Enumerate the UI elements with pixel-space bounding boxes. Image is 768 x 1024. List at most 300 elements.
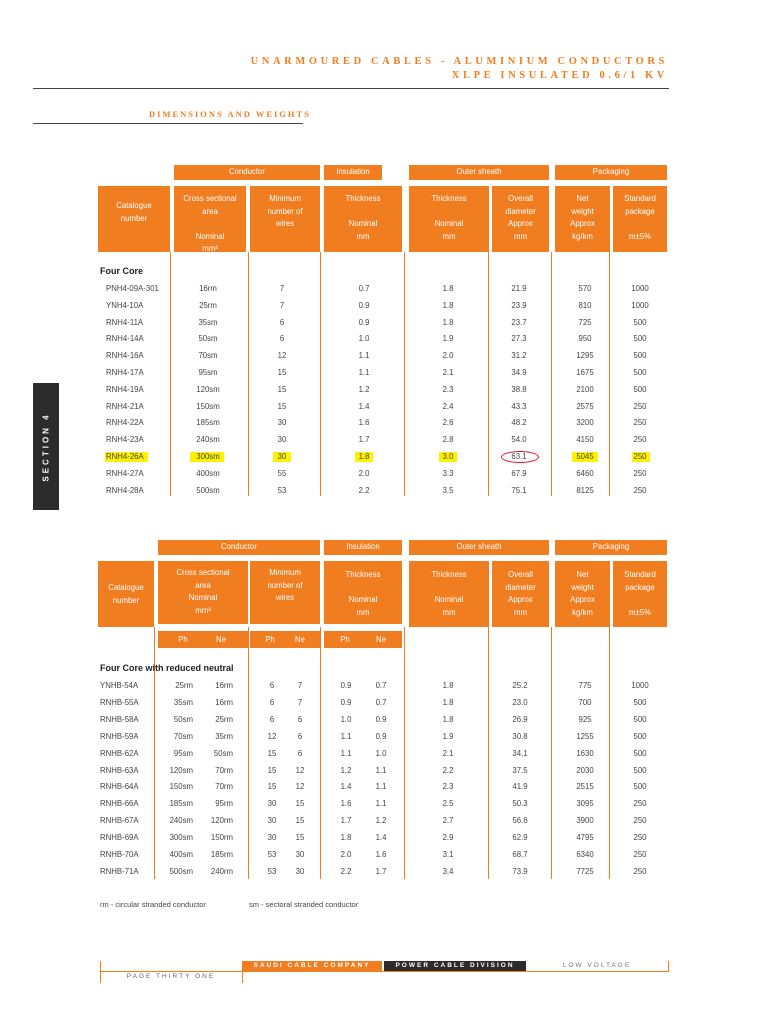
table-cell: 6 <box>279 317 285 327</box>
column-header-wires-line: number of <box>267 206 303 216</box>
table-cell: 500 <box>633 384 647 394</box>
table-cell: 1.1 <box>375 799 387 809</box>
table-cell: 2.2 <box>358 485 370 495</box>
table-cell: 150rm <box>210 833 233 843</box>
table-cell: 2.5 <box>442 799 454 809</box>
group-header-insulation-line: Insulation <box>336 167 370 176</box>
footnote-sm: sm - sectoral stranded conductor <box>249 900 359 909</box>
table-cell: 35sm <box>173 697 193 707</box>
table-cell: 250 <box>633 799 647 809</box>
table-cell: 1.1 <box>375 765 387 775</box>
column-header-catalogue-line: Catalogue <box>108 583 144 592</box>
column-header-cross-line <box>174 218 246 231</box>
table-cell: 95rm <box>215 799 233 809</box>
table-cell: 185rm <box>210 850 233 859</box>
table-cell: 48.2 <box>511 418 527 428</box>
column-header-ins_thick-line: Thickness <box>345 194 381 203</box>
column-header-ins_thick-line: mm <box>356 231 370 241</box>
column-header-cross <box>174 186 246 252</box>
table-cell: 810 <box>578 300 592 310</box>
table-cell: 2.7 <box>442 816 454 826</box>
column-header-wires-line: Minimum <box>269 194 301 203</box>
column-header-ins_thick <box>324 561 402 624</box>
section-title-four-core: Four Core <box>100 266 144 276</box>
table-cell: 1.8 <box>442 681 454 690</box>
column-header-net <box>555 561 610 627</box>
table-cell: 25rm <box>215 714 233 724</box>
table-cell: 12 <box>277 351 287 361</box>
column-header-wires-line: number of <box>267 580 303 590</box>
table-cell: 30 <box>295 866 305 876</box>
column-header-ins_thick-line: Nominal <box>348 595 378 604</box>
table-cell: 1.7 <box>340 816 352 826</box>
table-cell: 2.9 <box>442 833 454 843</box>
table-cell: 1.1 <box>358 351 370 361</box>
group-header-conductor-text <box>174 166 320 179</box>
table-cell: 500 <box>633 748 647 758</box>
column-header-overall-text <box>492 569 549 619</box>
group-header-packaging-line: Packaging <box>592 167 630 176</box>
table-cell: 15 <box>277 401 287 411</box>
table-cell: 21.9 <box>511 284 527 293</box>
table-cell: 2515 <box>576 782 594 792</box>
table-cell: 6 <box>269 714 275 724</box>
table-cell: 570 <box>578 284 592 293</box>
column-header-sh_thick-line: mm <box>442 607 456 617</box>
table-cell: 1.4 <box>358 401 370 411</box>
column-header-catalogue-line: number <box>112 595 140 605</box>
table-cell: 3095 <box>576 799 594 809</box>
catalogue-number: RNH4-17A <box>106 368 144 377</box>
table-cell: 1.6 <box>375 850 387 859</box>
column-divider <box>320 627 321 879</box>
table-cell: 2.1 <box>442 748 454 758</box>
page-title: UNARMOURED CABLES - ALUMINIUM CONDUCTORS <box>250 56 668 67</box>
table-cell: 25.2 <box>512 681 528 690</box>
table-cell: 50.3 <box>512 799 528 809</box>
table-cell: 1.0 <box>340 714 352 724</box>
group-header-insulation-line: Insulation <box>346 542 380 551</box>
table-cell: 2.8 <box>442 435 454 445</box>
table-cell: 1675 <box>576 368 594 377</box>
column-header-overall-line: diameter <box>505 206 536 216</box>
group-header-conductor-line: Conductor <box>221 542 257 551</box>
table-cell: 0.7 <box>375 681 387 690</box>
table-cell: 1.1 <box>340 748 352 758</box>
sub-header-ph: Ph <box>178 635 188 644</box>
table-cell: 5045 <box>576 452 594 461</box>
table-cell: 1.1 <box>375 782 387 792</box>
sub-header <box>250 631 320 648</box>
column-header-cross-line: area <box>195 580 211 590</box>
table-cell: 250 <box>633 833 647 843</box>
table-cell: 30 <box>277 418 287 428</box>
table-cell: 53 <box>277 485 287 495</box>
table-cell: 75.1 <box>511 485 527 495</box>
column-header-overall-line: diameter <box>505 582 536 592</box>
table-cell: 2.3 <box>442 384 454 394</box>
column-divider <box>248 252 249 496</box>
table-cell: 6 <box>269 681 275 690</box>
catalogue-number: RNHB-67A <box>100 816 139 826</box>
table-cell: 1.8 <box>442 697 454 707</box>
table-cell: 30 <box>277 435 287 445</box>
column-header-net-text <box>555 193 610 243</box>
table-cell: 15 <box>277 384 287 394</box>
footer-division: POWER CABLE DIVISION <box>384 961 526 971</box>
column-header-ins_thick-line <box>324 582 402 595</box>
column-header-std <box>613 561 667 627</box>
table-cell: 6340 <box>576 850 594 859</box>
group-header-outer_sheath-line: Outer sheath <box>456 542 502 551</box>
table-cell: 775 <box>578 681 592 690</box>
group-header-insulation-text <box>324 541 402 554</box>
table-cell: 35sm <box>198 317 218 327</box>
table-cell: 1.4 <box>375 833 387 843</box>
column-header-cross-text <box>158 567 248 617</box>
column-header-sh_thick-text <box>409 569 489 619</box>
column-divider <box>551 627 552 879</box>
table-cell: 1.0 <box>375 748 387 758</box>
catalogue-number: RNH4-28A <box>106 485 144 495</box>
column-header-cross-line: mm² <box>202 244 218 253</box>
catalogue-number: RNH4-23A <box>106 435 144 445</box>
table-cell: 725 <box>578 317 592 327</box>
sub-header <box>324 631 402 648</box>
catalogue-number: RNHB-59A <box>100 731 139 741</box>
table-cell: 1.2 <box>375 816 387 826</box>
table-cell: 500 <box>633 731 647 741</box>
column-header-net-line: weight <box>571 582 594 592</box>
table-cell: 1.9 <box>442 334 454 344</box>
table-cell: 0.9 <box>375 731 387 741</box>
table-cell: 400sm <box>196 468 220 478</box>
table-cell: 3200 <box>576 418 594 428</box>
table-cell: 23.7 <box>511 317 527 327</box>
column-header-sh_thick-line: Nominal <box>434 595 464 604</box>
table-cell: 6 <box>297 714 303 724</box>
table-cell: 0.9 <box>375 714 387 724</box>
table-cell: 120sm <box>196 384 220 394</box>
column-header-cross-line: Cross sectional <box>183 194 237 203</box>
table-cell: 15 <box>295 816 305 826</box>
column-header-catalogue-line: Catalogue <box>116 201 152 210</box>
group-header-conductor <box>174 165 320 180</box>
table-cell: 53 <box>267 866 277 876</box>
table-cell: 70sm <box>173 731 193 741</box>
column-header-cross-line: Nominal <box>188 593 218 602</box>
column-header-overall-text <box>492 193 549 243</box>
column-header-wires-line: wires <box>275 593 295 602</box>
table-cell: 1000 <box>631 284 649 293</box>
table-cell: 120sm <box>169 765 193 775</box>
table-cell: 1.1 <box>358 368 370 377</box>
table-cell: 25rm <box>175 681 193 690</box>
table-cell: 43.3 <box>511 401 527 411</box>
table-cell: 50sm <box>213 748 233 758</box>
group-header-outer_sheath-text <box>409 541 549 554</box>
catalogue-number: RNHB-69A <box>100 833 139 843</box>
header-rule <box>33 88 669 89</box>
column-header-net-line: Approx <box>570 219 595 228</box>
table-cell: 1000 <box>631 681 649 690</box>
table-cell: 7 <box>297 697 303 707</box>
catalogue-number: RNH4-11A <box>106 317 144 327</box>
table-cell: 1.8 <box>358 452 370 461</box>
table-cell: 1.8 <box>442 284 454 293</box>
sub-header-ph: Ph <box>265 635 275 644</box>
table-cell: 7 <box>279 284 285 293</box>
column-header-overall-line: mm <box>514 607 527 617</box>
column-header-overall <box>492 561 549 627</box>
table-cell: 16rm <box>215 697 233 707</box>
table-cell: 3900 <box>576 816 594 826</box>
table-cell: 1.8 <box>340 833 352 843</box>
column-header-sh_thick-line <box>409 582 489 595</box>
group-header-outer_sheath-line: Outer sheath <box>456 167 502 176</box>
table-cell: 25rm <box>199 300 217 310</box>
subtitle-rule <box>33 123 303 124</box>
table-cell: 1295 <box>576 351 594 361</box>
table-cell: 6 <box>279 334 285 344</box>
column-divider <box>609 627 610 879</box>
table-cell: 3.5 <box>442 485 454 495</box>
column-header-catalogue <box>98 561 154 627</box>
table-cell: 0.9 <box>358 317 370 327</box>
column-header-wires-line: Minimum <box>269 568 301 577</box>
page-number: PAGE THIRTY ONE <box>126 973 216 980</box>
column-header-overall-line: Approx <box>508 219 533 228</box>
table-cell: 2.2 <box>340 866 352 876</box>
table-cell: 500sm <box>169 866 193 876</box>
table-cell: 31.2 <box>511 351 527 361</box>
table-cell: 500 <box>633 334 647 344</box>
column-header-wires <box>250 561 320 624</box>
table-cell: 2.0 <box>340 850 352 859</box>
table-cell: 1.1 <box>340 731 352 741</box>
table-cell: 7 <box>297 681 303 690</box>
column-header-wires-line: wires <box>275 219 295 228</box>
column-header-std-text <box>613 569 667 619</box>
sub-header-ne: Ne <box>295 635 305 644</box>
table-cell: 0.9 <box>358 300 370 310</box>
table-cell: 2575 <box>576 401 594 411</box>
table-cell: 37.5 <box>512 765 528 775</box>
table-cell: 55 <box>277 468 287 478</box>
table-cell: 250 <box>633 418 647 428</box>
column-header-ins_thick-line: Nominal <box>348 219 378 228</box>
table-cell: 26.9 <box>512 714 528 724</box>
table-cell: 2.6 <box>442 418 454 428</box>
table-cell: 1.8 <box>442 317 454 327</box>
table-cell: 27.3 <box>511 334 527 344</box>
table-cell: 3.4 <box>442 866 454 876</box>
table-cell: 12 <box>267 731 277 741</box>
group-header-insulation-text <box>324 166 382 179</box>
column-header-net-line: Net <box>576 194 589 203</box>
column-header-sh_thick-text <box>409 193 489 243</box>
column-header-net-line: kg/km <box>572 607 593 617</box>
column-divider <box>404 627 405 879</box>
column-header-overall-line: Overall <box>508 194 533 203</box>
table-cell: 0.9 <box>340 697 352 707</box>
column-header-sh_thick-line: mm <box>442 231 456 241</box>
column-header-net-line: Approx <box>570 595 595 604</box>
table-cell: 300sm <box>196 452 220 461</box>
column-header-std-line: Standard <box>624 570 656 579</box>
table-cell: 2.0 <box>358 468 370 478</box>
table-cell: 1.4 <box>340 782 352 792</box>
table-cell: 95sm <box>198 368 218 377</box>
table-cell: 12 <box>295 765 305 775</box>
table-cell: 400sm <box>169 850 193 859</box>
table-cell: 1.2 <box>340 765 352 775</box>
footer-rule-right <box>668 961 669 972</box>
catalogue-number: PNH4-09A-301 <box>106 284 159 293</box>
table-cell: 500 <box>633 714 647 724</box>
column-header-ins_thick-line <box>324 206 402 219</box>
table-cell: 15 <box>267 782 277 792</box>
table-cell: 15 <box>267 748 277 758</box>
column-header-sh_thick-line <box>409 206 489 219</box>
table-cell: 500 <box>633 782 647 792</box>
column-divider <box>488 627 489 879</box>
sub-header-ph: Ph <box>340 635 350 644</box>
page-title-line2: XLPE INSULATED 0.6/1 KV <box>451 70 668 81</box>
table-cell: 0.7 <box>358 284 370 293</box>
table-cell: 240sm <box>169 816 193 826</box>
table-cell: 70rm <box>215 765 233 775</box>
group-header-insulation <box>324 165 382 180</box>
column-header-wires-text <box>250 193 320 231</box>
column-divider <box>488 252 489 496</box>
column-header-overall-line: Approx <box>508 595 533 604</box>
column-header-catalogue <box>98 186 170 252</box>
table-cell: 12 <box>295 782 305 792</box>
table-cell: 250 <box>633 866 647 876</box>
column-header-std-line: Standard <box>624 194 656 203</box>
table-cell: 2.2 <box>442 765 454 775</box>
table-cell: 50sm <box>173 714 193 724</box>
column-divider <box>320 252 321 496</box>
table-cell: 3.0 <box>442 452 454 461</box>
table-cell: 30 <box>277 452 287 461</box>
catalogue-number: RNH4-27A <box>106 468 144 478</box>
footer-rule-mid <box>242 971 243 983</box>
column-header-overall-line: Overall <box>508 570 533 579</box>
table-cell: 68.7 <box>512 850 528 859</box>
group-header-packaging-text <box>555 166 667 179</box>
column-header-cross-line: area <box>202 206 218 216</box>
table-cell: 250 <box>633 485 647 495</box>
table-cell: 700 <box>578 697 592 707</box>
table-cell: 3.3 <box>442 468 454 478</box>
table-cell: 8125 <box>576 485 594 495</box>
table-cell: 6 <box>297 748 303 758</box>
table-cell: 250 <box>633 850 647 859</box>
column-header-catalogue-text <box>98 582 154 607</box>
column-header-std-line: package <box>625 206 655 216</box>
table-cell: 95sm <box>173 748 193 758</box>
catalogue-number: RNHB-66A <box>100 799 139 809</box>
group-header-conductor-line: Conductor <box>229 167 265 176</box>
table-cell: 6460 <box>576 468 594 478</box>
table-cell: 250 <box>633 816 647 826</box>
catalogue-number: RNHB-63A <box>100 765 139 775</box>
column-divider <box>248 627 249 879</box>
column-header-ins_thick <box>324 186 402 252</box>
column-header-ins_thick-line: mm <box>356 607 370 617</box>
column-header-overall-line: mm <box>514 231 527 241</box>
footer-rule <box>100 971 669 972</box>
table-cell: 120rm <box>210 816 233 826</box>
catalogue-number: RNH4-19A <box>106 384 144 394</box>
table-cell: 500 <box>633 765 647 775</box>
table-cell: 6 <box>269 697 275 707</box>
table-cell: 70sm <box>198 351 218 361</box>
table-cell: 185sm <box>196 418 220 428</box>
column-divider <box>404 252 405 496</box>
group-header-packaging-line: Packaging <box>592 542 630 551</box>
table-cell: 30 <box>267 799 277 809</box>
table-cell: 2.3 <box>442 782 454 792</box>
table-cell: 1.7 <box>358 435 370 445</box>
table-cell: 500 <box>633 351 647 361</box>
table-cell: 34.9 <box>511 368 527 377</box>
table-cell: 16rm <box>199 284 217 293</box>
table-cell: 70rm <box>215 782 233 792</box>
table-cell: 15 <box>295 799 305 809</box>
catalogue-number: RNHB-58A <box>100 714 139 724</box>
table-cell: 185sm <box>169 799 193 809</box>
group-header-packaging <box>555 540 667 555</box>
catalogue-number: RNH4-16A <box>106 351 144 361</box>
column-header-std <box>613 186 667 252</box>
column-header-net <box>555 186 610 252</box>
table-cell: 30.8 <box>512 731 528 741</box>
table-cell: 500 <box>633 697 647 707</box>
table-cell: 2100 <box>576 384 594 394</box>
column-header-std-line: m±5% <box>628 231 652 241</box>
table-cell: 50sm <box>198 334 218 344</box>
table-cell: 34.1 <box>512 748 528 758</box>
column-header-wires-text <box>250 567 320 605</box>
catalogue-number: RNHB-70A <box>100 850 139 859</box>
table-cell: 250 <box>633 452 647 461</box>
table-cell: 1.8 <box>442 300 454 310</box>
column-header-std-line: package <box>625 582 655 592</box>
table-cell: 2.1 <box>442 368 454 377</box>
sub-header <box>158 631 248 648</box>
table-cell: 2.4 <box>442 401 454 411</box>
column-header-sh_thick <box>409 186 489 252</box>
table-cell: 1630 <box>576 748 594 758</box>
group-header-outer_sheath <box>409 165 549 180</box>
column-header-cross <box>158 561 248 624</box>
table-cell: 7725 <box>576 866 594 876</box>
group-header-conductor-text <box>158 541 320 554</box>
table-cell: 1.9 <box>442 731 454 741</box>
group-header-packaging-text <box>555 541 667 554</box>
catalogue-number: YNHB-54A <box>100 681 139 690</box>
table-cell: 23.9 <box>511 300 527 310</box>
group-header-packaging <box>555 165 667 180</box>
table-cell: 1000 <box>631 300 649 310</box>
table-cell: 7 <box>279 300 285 310</box>
table-cell: 53 <box>267 850 277 859</box>
column-header-ins_thick-text <box>324 193 402 243</box>
group-header-conductor <box>158 540 320 555</box>
